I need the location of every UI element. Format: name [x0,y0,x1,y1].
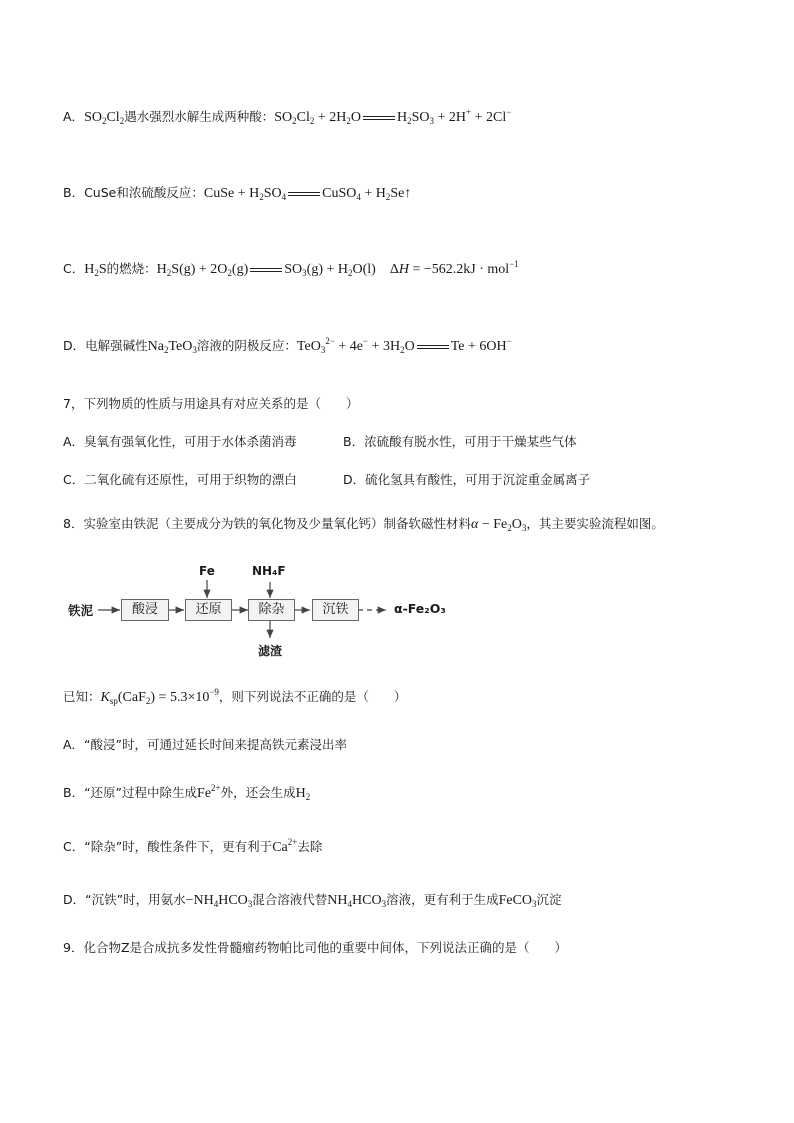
q9-stem: 9．化合物Z是合成抗多发性骨髓瘤药物帕比司他的重要中间体，下列说法正确的是（ ） [63,940,568,955]
q7-option-a: A．臭氧有强氧化性，可用于水体杀菌消毒 [63,434,297,449]
q7-option-d: D．硫化氢具有酸性，可用于沉淀重金属离子 [343,472,591,487]
q8-option-c: C．“除杂”时，酸性条件下，更有利于$Ca^{2+}$去除 [63,837,323,855]
flow-product: α-Fe₂O₃ [394,601,446,616]
q8-option-d: D．“沉铁”时，用氨水$-NH_4HCO_3$混合溶液代替$NH_4HCO_3$溶液，更有利于生成FeCO$_3$沉淀 [63,892,562,909]
flow-start: 铁泥 [68,603,94,618]
q6-option-b: B．CuSe和浓硫酸反应：CuSe + $H_2SO_4$ CuSO$_4$ + $H_2Se↑$ [63,185,412,202]
q8-option-b: B．“还原”过程中除生成$Fe^{2+}$外，还会生成$H_2$ [63,783,311,802]
q8-known: 已知：$K_{sp}(CaF_2) = 5.3\times 10^{-9}$，则下列说法不正确的是（ ） [63,687,407,706]
flow-step-acid-leach: 酸浸 [121,599,169,621]
flow-residue: 滤渣 [258,644,283,658]
q6-option-c: C．$H_2S$的燃烧：$H_2S(g) + 2O_2(g) SO_3(g) + H_2O(l) \Delta H = -562.2kJ \cdot mol^{-1}$ [63,259,519,278]
q6-option-a: A．$SO_2Cl_2$遇水强烈水解生成两种酸：$SO_2Cl_2 + 2H_2O$ $H_2SO_3 + 2H^+ + 2Cl^-$ [63,107,512,126]
q7-option-c: C．二氧化硫有还原性，可用于织物的漂白 [63,472,297,487]
flow-input-nh4f: NH₄F [252,564,286,578]
flow-step-iron-precipitation: 沉铁 [312,599,359,621]
flow-input-fe: Fe [199,564,215,578]
flow-step-impurity-removal: 除杂 [248,599,295,621]
q8-option-a: A．“酸浸”时，可通过延长时间来提高铁元素浸出率 [63,737,348,752]
q6-option-d: D．电解强碱性$Na_2TeO_3$溶液的阴极反应：$TeO_3^{2-} + 4e^- + 3H_2O$ Te + 6OH− [63,336,512,355]
flow-step-reduction: 还原 [185,599,232,621]
q8-stem: 8．实验室由铁泥（主要成分为铁的氧化物及少量氧化钙）制备软磁性材料$\alpha - Fe_2O_3$，其主要实验流程如图。 [63,516,664,533]
q7-stem: 7，下列物质的性质与用途具有对应关系的是（ ） [63,396,359,411]
q7-option-b: B．浓硫酸有脱水性，可用于干燥某些气体 [343,434,577,449]
